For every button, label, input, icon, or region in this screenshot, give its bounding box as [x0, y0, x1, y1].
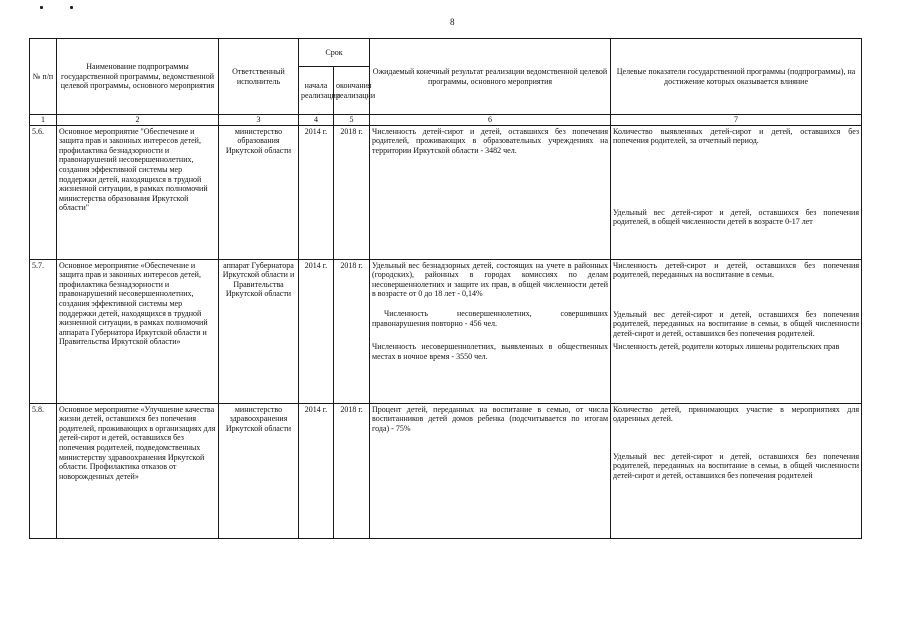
col-number: 2 [57, 115, 219, 126]
row-end: 2018 г. [334, 125, 370, 259]
row-executor: министерство здравоохранения Иркутской области [219, 403, 299, 538]
row-end: 2018 г. [334, 403, 370, 538]
row-name: Основное мероприятие «Обеспечение и защита прав и законных интересов детей, профилактика безнадзорности и правонарушений несовершеннолетних, создания эффективной системы мер поддержки детей, находящихся в трудной жизненной ситуации, в рамках полномочий аппарата Губернатора Иркутской области и Правительства Иркутской области» [57, 259, 219, 403]
indicator-item: Удельный вес детей-сирот и детей, оставшихся без попечения родителей, переданных на воспитание в семьи, в общей численности детей-сирот и детей, оставшихся без попечения родителей. [613, 309, 860, 338]
row-result [370, 259, 611, 403]
col-number: 7 [611, 115, 862, 126]
row-num: 5.8. [30, 403, 57, 538]
header-result: Ожидаемый конечный результат реализации ведомственной целевой программы, основного мероприятия [370, 39, 611, 115]
result-item: Численность несовершеннолетних, выявленных в общественных местах в ночное время - 3550 чел. [372, 342, 609, 361]
header-name: Наименование подпрограммы государственной программы, ведомственной целевой программы, основного мероприятия [57, 39, 219, 115]
row-result [370, 403, 611, 538]
header-end: окончания реализации [334, 67, 370, 115]
table-row [30, 403, 862, 538]
row-indicators [611, 403, 862, 538]
indicator-item: Количество детей, принимающих участие в мероприятиях для одаренных детей. [613, 404, 860, 424]
header-num: № п/п [30, 39, 57, 115]
row-name: Основное мероприятие «Улучшение качества жизни детей, оставшихся без попечения родителей, проживающих в организациях для детей-сирот и детей, оставшихся без попечения родителей, подведомственных министерству здравоохранения Иркутской области. Профилактика отказов от новорожденных детей» [57, 403, 219, 538]
row-end: 2018 г. [334, 259, 370, 403]
indicator-item: Численность детей, родители которых лишены родительских прав [613, 341, 840, 351]
header-indicators: Целевые показатели государственной программы (подпрограммы), на достижение которых оказывается влияние [611, 39, 862, 115]
result-item: Удельный вес безнадзорных детей, состоящих на учете в районных (городских), районных в городах комиссиях по делам несовершеннолетних и защите их прав, в общей численности детей в возрасте от 0 до 18 лет - 0,14% [372, 260, 609, 299]
result-item: Численность детей-сирот и детей, оставшихся без попечения родителей, проживающих в образовательных учреждениях на территории Иркутской области - 3482 чел. [372, 126, 609, 155]
indicator-item: Количество выявленных детей-сирот и детей, оставшихся без попечения родителей, за отчетный период. [613, 126, 860, 146]
col-number: 1 [30, 115, 57, 126]
row-executor: аппарат Губернатора Иркутской области и Правительства Иркутской области [219, 259, 299, 403]
row-start: 2014 г. [299, 125, 334, 259]
scan-speck [70, 6, 73, 9]
header-start: начала реализации [299, 67, 334, 115]
indicator-item: Удельный вес детей-сирот и детей, оставшихся без попечения родителей, в общей численности детей в возрасте 0-17 лет [613, 207, 860, 227]
row-start: 2014 г. [299, 403, 334, 538]
header-srok: Срок [299, 39, 370, 67]
table-row [30, 125, 862, 259]
program-table [29, 38, 862, 539]
row-num: 5.7. [30, 259, 57, 403]
scan-speck [40, 6, 43, 9]
row-indicators [611, 259, 862, 403]
page-number: 8 [450, 17, 455, 27]
col-number: 4 [299, 115, 334, 126]
row-executor: министерство образования Иркутской области [219, 125, 299, 259]
row-result [370, 125, 611, 259]
result-item: Процент детей, переданных на воспитание в семью, от числа воспитанников детей домов ребенка (подсчитывается по итогам года) - 75% [372, 404, 609, 433]
row-start: 2014 г. [299, 259, 334, 403]
col-number: 5 [334, 115, 370, 126]
row-name: Основное мероприятие "Обеспечение и защита прав и законных интересов детей, профилактика безнадзорности и правонарушений несовершеннолетних, создания эффективной системы мер поддержки детей, находящихся в трудной жизненной ситуации, в рамках полномочий министерства образования Иркутской области" [57, 125, 219, 259]
col-number: 3 [219, 115, 299, 126]
row-num: 5.6. [30, 125, 57, 259]
indicator-item: Численность детей-сирот и детей, оставшихся без попечения родителей, переданных на воспитание в семьи. [613, 260, 860, 280]
table-row [30, 259, 862, 403]
indicator-item: Удельный вес детей-сирот и детей, оставшихся без попечения родителей, переданных на воспитание в семьи, в общей численности детей-сирот и детей, оставшихся без попечения родителей [613, 451, 860, 480]
col-number: 6 [370, 115, 611, 126]
header-executor: Ответственный исполнитель [219, 39, 299, 115]
result-item: Численность несовершеннолетних, совершивших правонарушения повторно - 456 чел. [372, 308, 609, 328]
row-indicators [611, 125, 862, 259]
